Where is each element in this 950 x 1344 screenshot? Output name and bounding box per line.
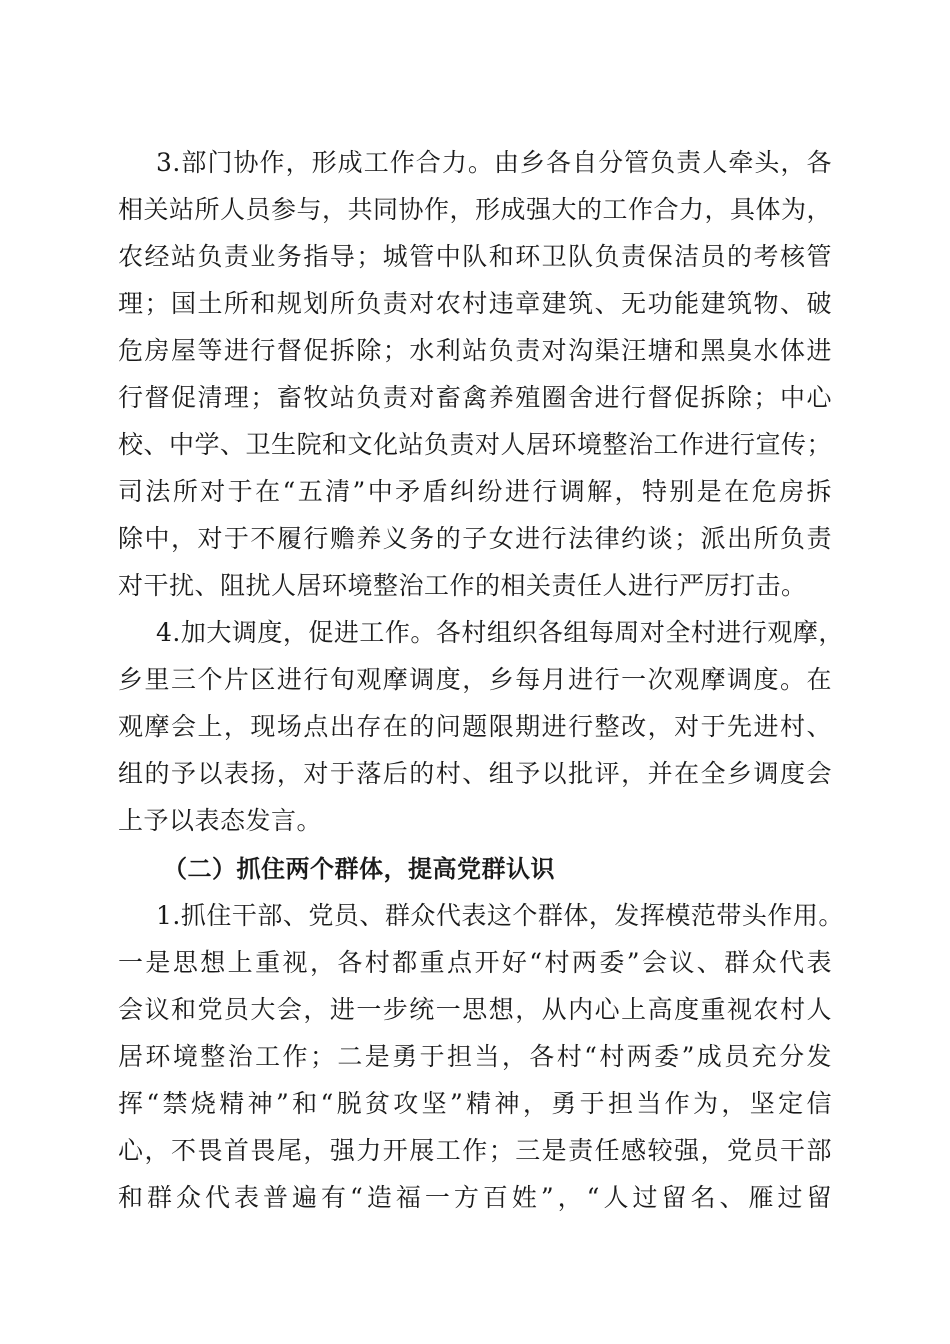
paragraph-3-line: 会议和党员大会，进一步统一思想，从内心上高度重视农村人 <box>118 995 832 1024</box>
paragraph-2-line: 4.加大调度，促进工作。各村组织各组每周对全村进行观摩， <box>156 618 844 647</box>
paragraph-3-line: 居环境整治工作；二是勇于担当，各村“村两委”成员充分发 <box>118 1042 832 1071</box>
paragraph-2-line: 上予以表态发言。 <box>118 806 323 835</box>
paragraph-1-line: 对干扰、阻扰人居环境整治工作的相关责任人进行严厉打击。 <box>118 571 807 600</box>
paragraph-1-line: 校、中学、卫生院和文化站负责对人居环境整治工作进行宣传； <box>118 430 833 459</box>
paragraph-1-line: 3.部门协作，形成工作合力。由乡各自分管负责人牵头，各 <box>156 148 832 177</box>
paragraph-1-line: 司法所对于在“五清”中矛盾纠纷进行调解，特别是在危房拆 <box>118 477 832 506</box>
paragraph-3-line: 和群众代表普遍有“造福一方百姓”，“人过留名、雁过留 <box>118 1183 832 1212</box>
paragraph-1-line: 农经站负责业务指导；城管中队和环卫队负责保洁员的考核管 <box>118 242 832 271</box>
paragraph-1-line: 危房屋等进行督促拆除；水利站负责对沟渠汪塘和黑臭水体进 <box>118 336 832 365</box>
paragraph-1-line: 除中，对于不履行赡养义务的子女进行法律约谈；派出所负责 <box>118 524 832 553</box>
paragraph-1-line: 理；国土所和规划所负责对农村违章建筑、无功能建筑物、破 <box>118 289 832 318</box>
paragraph-3-line: 心，不畏首畏尾，强力开展工作；三是责任感较强，党员干部 <box>118 1136 832 1165</box>
paragraph-3-line: 挥“禁烧精神”和“脱贫攻坚”精神，勇于担当作为，坚定信 <box>118 1089 832 1118</box>
paragraph-2-line: 观摩会上，现场点出存在的问题限期进行整改，对于先进村、 <box>118 712 832 741</box>
paragraph-1-line: 相关站所人员参与，共同协作，形成强大的工作合力，具体为， <box>118 195 833 224</box>
section-heading: （二）抓住两个群体，提高党群认识 <box>163 855 555 883</box>
paragraph-1-line: 行督促清理；畜牧站负责对畜禽养殖圈舍进行督促拆除；中心 <box>118 383 832 412</box>
paragraph-3-line: 1.抓住干部、党员、群众代表这个群体，发挥模范带头作用。 <box>156 901 844 930</box>
paragraph-3-line: 一是思想上重视，各村都重点开好“村两委”会议、群众代表 <box>118 948 832 977</box>
paragraph-2-line: 乡里三个片区进行旬观摩调度，乡每月进行一次观摩调度。在 <box>118 665 832 694</box>
paragraph-2-line: 组的予以表扬，对于落后的村、组予以批评，并在全乡调度会 <box>118 759 832 788</box>
